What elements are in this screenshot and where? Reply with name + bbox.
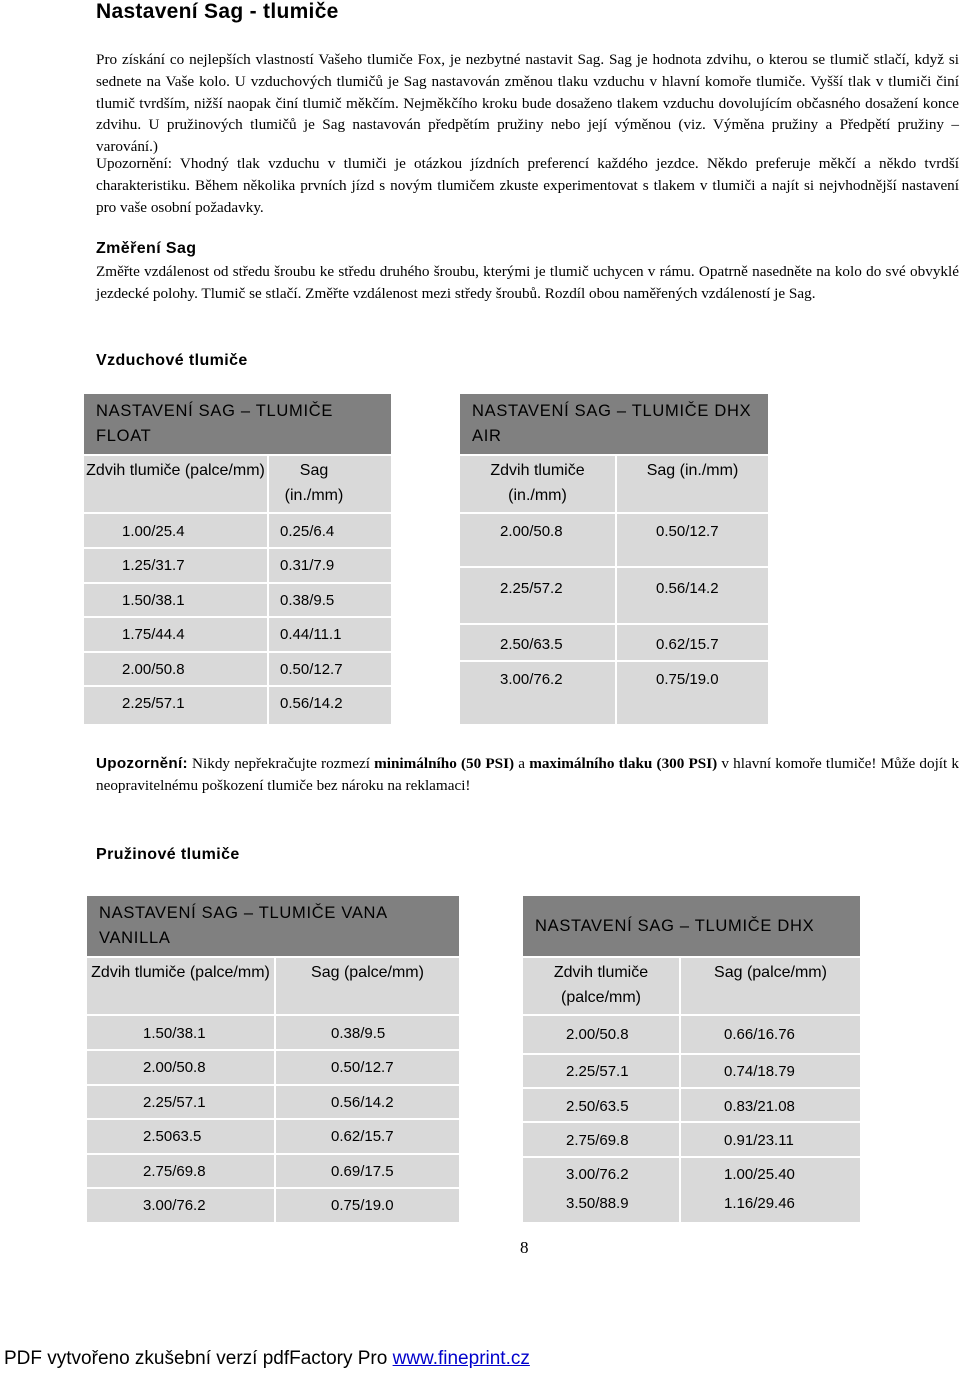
vanilla-row-stroke-3: 2.25/57.1 [143,1094,206,1111]
vanilla-table [87,896,459,1222]
dhx-row-sag-5: 1.00/25.40 [724,1166,795,1183]
warning-label: Upozornění: [96,755,188,772]
dhx-row-stroke-5: 3.00/76.2 [566,1166,629,1183]
dhx-row-sag-6: 1.16/29.46 [724,1195,795,1212]
footer-link[interactable]: www.fineprint.cz [392,1348,530,1369]
dhx-row-sag-1: 0.66/16.76 [724,1026,795,1043]
page-number: 8 [520,1238,529,1257]
vanilla-col-sag: Sag (palce/mm) [311,964,424,981]
vanilla-row-stroke-2: 2.00/50.8 [143,1059,206,1076]
float-row-sag-6: 0.56/14.2 [280,695,343,712]
vanilla-row-stroke-5: 2.75/69.8 [143,1163,206,1180]
float-row-sag-2: 0.31/7.9 [280,557,335,574]
vanilla-row-sag-3: 0.56/14.2 [331,1094,394,1111]
dhx-row-stroke-1: 2.00/50.8 [566,1026,629,1043]
vanilla-row-sag-5: 0.69/17.5 [331,1163,394,1180]
intro-paragraph-2: Upozornění: Vhodný tlak vzduchu v tlumiči je otázkou jízdních preferencí každého jezdce. Někdo preferuje měkčí a někdo tvrdší charakteristiku. Během několika prvních jízd s novým tlumičem zkuste experimentovat s tlakem v tlumiči a najít si nejvhodnější nastavení pro vaše osobní požadavky. [96,155,959,216]
dhx-air-table-title: NASTAVENÍ SAG – TLUMIČE DHX AIR [460,394,768,454]
vanilla-row-stroke-6: 3.00/76.2 [143,1197,206,1214]
float-col-sag: Sag (in./mm) [284,462,344,504]
float-table [84,394,391,724]
vanilla-row-sag-1: 0.38/9.5 [331,1025,386,1042]
float-row-sag-3: 0.38/9.5 [280,592,335,609]
float-row-stroke-1: 1.00/25.4 [122,523,185,540]
dhx-air-row-sag-2: 0.56/14.2 [656,580,719,597]
dhx-air-row-stroke-2: 2.25/57.2 [500,580,563,597]
dhx-col-stroke: Zdvih tlumiče (palce/mm) [553,964,649,1006]
pressure-warning: Upozornění: Nikdy nepřekračujte rozmezí minimálního (50 PSI) a maximálního tlaku (300 PSI) v hlavní komoře tlumiče! Může dojít k neopravitelnému poškození tlumiče bez nároku na reklamaci! [96,755,960,794]
vanilla-table-title: NASTAVENÍ SAG – TLUMIČE VANA VANILLA [87,896,459,956]
float-col-stroke: Zdvih tlumiče (palce/mm) [86,462,265,479]
float-table-title: NASTAVENÍ SAG – TLUMIČE FLOAT [84,394,391,454]
vanilla-col-stroke: Zdvih tlumiče (palce/mm) [91,964,270,981]
dhx-row-stroke-2: 2.25/57.1 [566,1063,629,1080]
float-row-stroke-5: 2.00/50.8 [122,661,185,678]
dhx-air-table [460,394,768,724]
float-row-sag-4: 0.44/11.1 [280,626,342,643]
intro-paragraph-1: Pro získání co nejlepších vlastností Vašeho tlumiče Fox, je nezbytné nastavit Sag. Sag je hodnota zdvihu, o kterou se tlumič stlačí, když si sednete na Vaše kolo. U vzduchových tlumičů je Sag nastavován změnou tlaku vzduchu v hlavní komoře tlumiče. Vyšší tlak v tlumiči činí tlumič tvrdším, nižší naopak činí tlumič měkčím. Nejměkčího kroku bude dosaženo tlakem vzduchu dovolujícím občasného dosažení konce zdvihu. U pružinových tlumičů je Sag nastavován předpětím pružiny nebo její výměnou (viz. Výměna pružiny a Předpětí pružiny – varování.) [96,51,959,156]
dhx-row-stroke-4: 2.75/69.8 [566,1132,629,1149]
dhx-air-row-stroke-3: 2.50/63.5 [500,636,563,653]
dhx-col-sag: Sag (palce/mm) [714,964,827,981]
dhx-air-row-stroke-1: 2.00/50.8 [500,523,563,540]
dhx-row-sag-2: 0.74/18.79 [724,1063,795,1080]
footer-text: PDF vytvořeno zkušební verzí pdfFactory Pro [4,1348,393,1369]
dhx-table-title: NASTAVENÍ SAG – TLUMIČE DHX [523,896,860,956]
vanilla-row-sag-6: 0.75/19.0 [331,1197,394,1214]
dhx-row-sag-4: 0.91/23.11 [724,1132,794,1149]
float-row-stroke-3: 1.50/38.1 [122,592,185,609]
float-row-sag-1: 0.25/6.4 [280,523,335,540]
pdf-footer [4,1348,530,1370]
dhx-air-row-sag-1: 0.50/12.7 [656,523,719,540]
measure-heading: Změření Sag [96,240,197,257]
page-title: Nastavení Sag - tlumiče [96,0,339,23]
vanilla-row-stroke-1: 1.50/38.1 [143,1025,206,1042]
dhx-row-stroke-6: 3.50/88.9 [566,1195,629,1212]
float-row-sag-5: 0.50/12.7 [280,661,343,678]
dhx-row-sag-3: 0.83/21.08 [724,1098,795,1115]
float-row-stroke-6: 2.25/57.1 [122,695,185,712]
dhx-air-row-stroke-4: 3.00/76.2 [500,671,563,688]
dhx-table [523,896,860,1222]
dhx-air-col-sag: Sag (in./mm) [646,462,739,479]
vanilla-row-sag-4: 0.62/15.7 [331,1128,394,1145]
dhx-row-stroke-3: 2.50/63.5 [566,1098,629,1115]
vanilla-row-stroke-4: 2.5063.5 [143,1128,202,1145]
vanilla-row-sag-2: 0.50/12.7 [331,1059,394,1076]
float-row-stroke-2: 1.25/31.7 [122,557,185,574]
air-shocks-heading: Vzduchové tlumiče [96,352,248,369]
dhx-air-row-sag-4: 0.75/19.0 [656,671,719,688]
dhx-air-row-sag-3: 0.62/15.7 [656,636,719,653]
dhx-air-col-stroke: Zdvih tlumiče (in./mm) [490,462,585,504]
coil-shocks-heading: Pružinové tlumiče [96,846,240,863]
measure-text: Změřte vzdálenost od středu šroubu ke středu druhého šroubu, kterými je tlumič uchycen v rámu. Opatrně nasedněte na kolo do své obvyklé jezdecké polohy. Tlumič se stlačí. Změřte vzdálenost mezi středy šroubů. Rozdíl obou naměřených vzdáleností je Sag. [96,263,959,302]
float-row-stroke-4: 1.75/44.4 [122,626,185,643]
